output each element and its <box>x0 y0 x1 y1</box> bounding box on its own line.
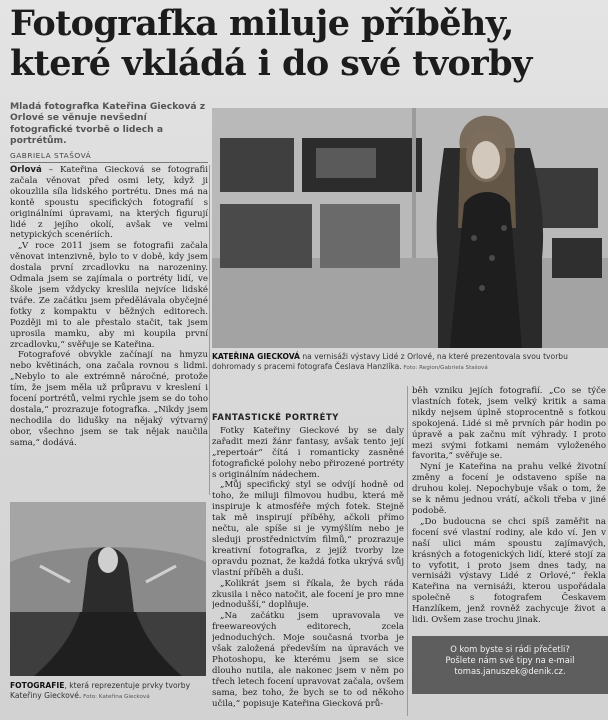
headline-line-2: které vkládá i do své tvorby <box>10 43 532 84</box>
caption-small-credit: Foto: Kateřina Giecková <box>81 694 150 700</box>
caption-main-text: na vernisáži výstavy Lidé z Orlové, na které prezentovala svou tvorbu dohromady s pracemi fotografa Česlava Hanzlíka. <box>212 352 568 371</box>
main-photo-caption <box>212 352 606 373</box>
fantasy-photo-graphic <box>10 502 206 676</box>
col2-paragraph-3: „Kolikrát jsem si říkala, že bych ráda zkusila i něco natočit, ale focení je pro mne jednodušší,“ doplňuje. <box>212 578 404 611</box>
article-column-3 <box>412 386 606 631</box>
lead-paragraph: Mladá fotografka Kateřina Giecková z Orlové se věnuje nevšední fotografické tvorbě o lidech a portrétům. <box>10 101 206 147</box>
subheading: FANTASTICKÉ PORTRÉTY <box>212 412 339 422</box>
col3-paragraph-1: běh vzniku jejích fotografií. „Co se týče vlastních fotek, jsem velký kritik a sama nikdy nejsem úplně stoprocentně s fotkou spokojená. Lidé si mě prvních pár hodin po úpravě a pak začnu mít výhrady. I proto mezi svými fotkami nemám vyloženého favorita,“ svěřuje se. <box>412 386 606 462</box>
byline: GABRIELA STAŠOVÁ <box>10 151 92 160</box>
fantasy-photo <box>10 502 206 676</box>
main-photo-graphic <box>212 108 608 348</box>
reader-tips-box <box>412 636 608 694</box>
caption-small-text: , která reprezentuje prvky tvorby Kateřiny Gieckové. <box>10 681 191 700</box>
col2-paragraph-4: „Na začátku jsem upravovala ve freewareových editorech, zcela jednoduchých. Moje současná tvorba je však založená především na úpravách ve Photoshopu, ke kterému jsem se sice dlouho nutila, ale nakonec jsem v něm po třech letech focení upravovat začala, ovšem sama, bez toho, že bych se to od někoho učila,“ popisuje Kateřina Giecková prů- <box>212 611 404 709</box>
dateline: Orlová <box>10 165 42 175</box>
col2-paragraph-1: Fotky Kateřiny Gieckové by se daly zařadit mezi žánr fantasy, avšak tento její „repertoár“ čítá i romanticky zasněné fotografické polohy nebo přirozené portréty s originálním nádechem. <box>212 425 404 480</box>
headline-line-1: Fotografka miluje příběhy, <box>10 3 514 44</box>
promo-email[interactable]: tomas.januszek@denik.cz. <box>454 666 566 676</box>
column-divider-2 <box>407 386 408 716</box>
main-photo-exhibition <box>212 108 608 348</box>
headline <box>10 4 600 84</box>
col2-paragraph-2: „Můj specifický styl se odvíjí hodně od toho, že miluji filmovou hudbu, která mě inspiruje k atmosféře mých fotek. Stejně tak mě inspirují příběhy, ačkoli přímo nečtu, ale spíše si je vymýšlím nebo je sleduji prostřednictvím filmů,“ prozrazuje kreativní fotografka, z jejíž tvorby lze opravdu poznat, že každá fotka ukrývá svůj vlastní příběh a duši. <box>212 480 404 578</box>
column-divider-1 <box>209 165 210 495</box>
small-photo-caption <box>10 681 208 702</box>
col1-paragraph-3: Fotografové obvykle začínají na hmyzu nebo květinách, ona začala rovnou s lidmi. „Nebylo to ale extrémně náročné, protože tím, že jsem měla už průpravu v kreslení i focení portrétů, velmi rychle jsem se do toho dostala,“ prozrazuje fotografka. „Nikdy jsem nechodila do lidušky na nějaký výtvarný obor, všechno jsem se tak nějak naučila sama,“ dodává. <box>10 350 208 448</box>
promo-line-1: O kom byste si rádi přečetli? <box>450 644 570 654</box>
byline-divider <box>10 162 208 163</box>
caption-small-name: FOTOGRAFIE <box>10 681 65 690</box>
col3-paragraph-3: „Do budoucna se chci spíš zaměřit na focení své vlastní rodiny, ale kdo ví. Jen v naší ulici mám spoustu zajímavých, krásných a fotogenických lidí, které stojí za to vyfotit, i proto jsem dnes tady, na vernisáži výstavy Lidé z Orlové,“ řekla Kateřina na vernisáži, kterou uspořádala společně s fotografem Českavem Hanzlíkem, jenž rovněž zachycuje život a lidi. Ovšem zase trochu jinak. <box>412 516 606 626</box>
article-column-2 <box>212 412 404 717</box>
col3-paragraph-2: Nyní je Kateřina na prahu velké životní změny a focení je odstaveno spíše na druhou kolej. Nepochybuje však o tom, že se k němu jednou vrátí, ačkoli třeba v jiné podobě. <box>412 462 606 516</box>
article-column-1 <box>10 165 208 490</box>
caption-main-credit: Foto: Region/Gabriela Stašová <box>401 365 488 371</box>
promo-line-2: Pošlete nám své tipy na e-mail <box>445 655 575 665</box>
col1-paragraph-1 <box>10 165 208 241</box>
col1-paragraph-2: „V roce 2011 jsem se fotografii začala věnovat intenzivně, bylo to v době, kdy jsem dostala první zrcadlovku na narozeniny. Odmala jsem se zajímala o portréty lidí, ve škole jsem vždycky kreslila nejvíce lidské tváře. Ze začátku jsem předělávala obyčejné fotky z kompaktu v běžných editorech. Později mi to ale přestalo stačit, tak jsem uprosila mamku, aby mi koupila první zrcadlovku,“ svěřuje se Kateřina. <box>10 241 208 350</box>
caption-main-name: KATEŘINA GIECKOVÁ <box>212 352 300 361</box>
col1-paragraph-1-text: – Kateřina Giecková se fotografii začala věnovat před osmi lety, když ji okouzlila síla lidského portrétu. Dnes má na kontě spoustu specifických fotografií s originálními úpravami, na kterých figurují lidé z jejího okolí, avšak ve velmi netypických scenériích. <box>10 165 208 241</box>
